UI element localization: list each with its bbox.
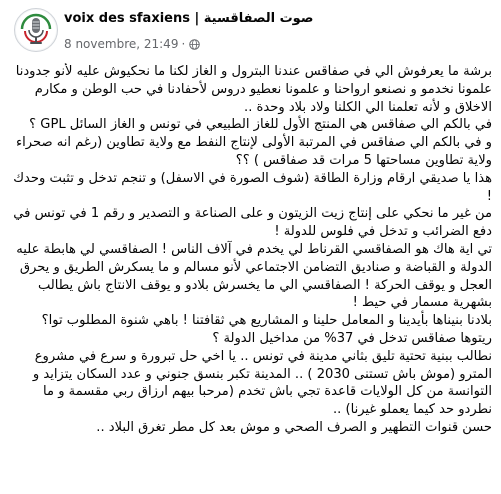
post-paragraph: بلادنا بنيناها بأيدينا و المعامل حلينا و المشاريع هي ثقافتنا ! باهي شنوة المطلوب توا؟ [41,313,492,329]
post-body [8,63,492,494]
page-avatar[interactable] [14,8,58,52]
microphone-logo-icon [15,9,57,51]
post-paragraph: برشة ما يعرفوش الي في صفاقس عندنا البترول و الغاز لكنا ما نحكيوش عليه لأنو جدودنا علمونا نخدمو و نصنعو ارواحنا و علمونا نعطيو دروس لأحفادنا في حب الوطن و مكارم الاخلاق و لأنه تعلمنا الي الكلنا ولاد بلاد وحدة .. [15,64,492,115]
post-paragraph: هذا يا صديقي ارقام وزارة الطاقة (شوف الصورة في الاسفل) و تنجم تدخل و تثبت وحدك ! [13,170,492,204]
post-header [0,0,501,60]
page-name[interactable]: voix des sfaxiens | صوت الصفاقسية [64,11,314,26]
post-paragraph: من غير ما نحكي على إنتاج زيت الزيتون و على الصناعة و التصدير و رقم 1 في تونس في دفع الضرائب و تدخل في فلوس للدولة ! [13,206,492,240]
post-paragraph: نطالب ببنية تحتية تليق بثاني مدينة في تونس .. يا اخي حل تبرورة و سرع في مشروع المترو (موش باش تستنى 2030 ) .. المدينة تكبر بنسق جنوني و عدد السكان يتزايد و التوانسة من كل الولايات قاعدة تجي باش تخدم (مرحبا بيهم ارزاق ربي مقسمة و ما نطردو حد كيما يعملو غيرنا) .. [32,348,492,418]
meta-separator: · [181,37,186,51]
post-paragraph: في بالكم الي صفاقس هي المنتج الأول للغاز الطبيعي في تونس و الغاز السائل GPL ؟ [29,117,492,133]
post-timestamp[interactable]: 8 novembre, 21:49 [64,37,179,51]
post-paragraph: حسن قنوات التطهير و الصرف الصحي و موش بعد كل مطر تغرق البلاد .. [96,419,492,435]
post-paragraph: و في بالكم الي صفاقس في المرتبة الأولى لإنتاج النفط مع ولاية تطاوين (رغم انه صحراء ولاية تطاوين مساحتها 5 مرات قد صفاقس ) ؟؟ [15,135,492,168]
post-paragraph: ريتوها صفاقس تدخل في 37% من مداخيل الدولة ؟ [212,330,492,346]
post-meta [64,37,200,51]
globe-icon[interactable] [189,39,200,50]
post-paragraph: تي اية هاك هو الصفاقسي القرناط لي يخدم في آلاف الناس ! الصفاقسي لي هابطة عليه الدولة و القباضة و صناديق التضامن الاجتماعي لأنو مسالم و ما يسكرش الطريق و يحرق العجل و يوقف الحركة ! الصفاقسي الي ما يخسرش بلادو و يوقف الانتاج باش يطالب بشهرية مسمار في حيط ! [16,241,492,311]
